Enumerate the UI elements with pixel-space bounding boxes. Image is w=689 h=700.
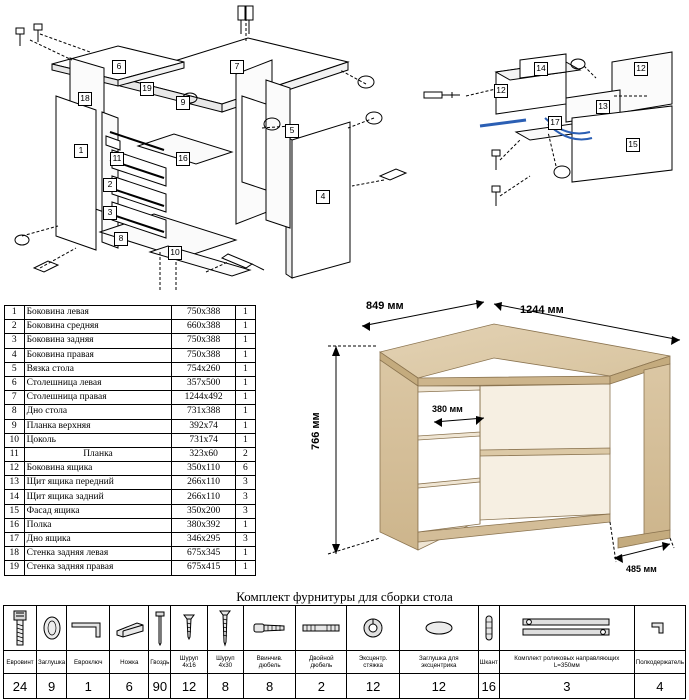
callout-6: 6	[112, 60, 126, 74]
part-no: 3	[5, 334, 25, 348]
callout-1: 1	[74, 144, 88, 158]
callout-9: 9	[176, 96, 190, 110]
exploded-view-svg	[0, 0, 689, 292]
kit-icons-row	[4, 606, 686, 651]
table-row	[5, 533, 256, 547]
part-no: 5	[5, 362, 25, 376]
callout-16: 16	[176, 152, 190, 166]
part-name: Щит ящика задний	[24, 490, 172, 504]
eccentric-tie-icon	[359, 613, 387, 643]
assembled-view-diagram	[258, 300, 686, 585]
part-qty: 3	[235, 504, 255, 518]
part-name: Боковина левая	[24, 306, 172, 320]
part-dim: 675x415	[172, 561, 235, 575]
table-row	[5, 561, 256, 575]
nail-icon	[153, 609, 167, 647]
table-row	[5, 376, 256, 390]
table-row	[5, 391, 256, 405]
part-qty: 1	[235, 561, 255, 575]
kit-item-name: Заглушка для эксцентрика	[399, 651, 478, 674]
part-name: Дно ящика	[24, 533, 172, 547]
screw-4x30-icon	[218, 608, 232, 648]
kit-item-qty: 9	[37, 674, 67, 699]
part-qty: 3	[235, 490, 255, 504]
part-name: Планка	[24, 447, 172, 461]
table-row	[5, 504, 256, 518]
part-no: 17	[5, 533, 25, 547]
part-no: 14	[5, 490, 25, 504]
part-qty: 1	[235, 362, 255, 376]
kit-item-qty: 2	[296, 674, 347, 699]
dimension-depth: 485 мм	[626, 564, 657, 574]
part-dim: 750x388	[172, 306, 235, 320]
part-dim: 731x74	[172, 433, 235, 447]
kit-cell-icon-5	[171, 606, 207, 651]
kit-item-qty: 16	[478, 674, 499, 699]
leg-icon	[111, 615, 147, 641]
kit-item-qty: 12	[347, 674, 400, 699]
kit-item-name: Полкодержатель	[634, 651, 685, 674]
part-dim: 380x392	[172, 518, 235, 532]
part-no: 7	[5, 391, 25, 405]
kit-qty-row	[4, 674, 686, 699]
table-row	[5, 462, 256, 476]
kit-cell-icon-8	[296, 606, 347, 651]
part-no: 11	[5, 447, 25, 461]
table-row	[5, 518, 256, 532]
part-qty: 1	[235, 405, 255, 419]
kit-cell-icon-3	[110, 606, 149, 651]
part-no: 6	[5, 376, 25, 390]
exploded-view-diagram	[0, 0, 689, 292]
part-qty: 1	[235, 320, 255, 334]
table-row	[5, 447, 256, 461]
kit-cell-icon-10	[399, 606, 478, 651]
kit-item-qty: 6	[110, 674, 149, 699]
part-no: 18	[5, 547, 25, 561]
part-qty: 3	[235, 533, 255, 547]
callout-5: 5	[285, 124, 299, 138]
eccentric-cap-icon	[422, 618, 456, 638]
part-dim: 750x388	[172, 334, 235, 348]
callout-18: 18	[78, 92, 92, 106]
part-qty: 1	[235, 306, 255, 320]
part-name: Боковина средняя	[24, 320, 172, 334]
dimension-width-total: 1244 мм	[520, 304, 564, 316]
part-dim: 754x260	[172, 362, 235, 376]
kit-item-qty: 4	[634, 674, 685, 699]
cap-icon	[39, 613, 65, 643]
part-dim: 266x110	[172, 476, 235, 490]
kit-cell-icon-1	[37, 606, 67, 651]
table-row	[5, 306, 256, 320]
part-name: Столешница правая	[24, 391, 172, 405]
part-no: 10	[5, 433, 25, 447]
dimension-height: 766 мм	[310, 412, 322, 450]
part-qty: 1	[235, 391, 255, 405]
kit-item-name: Комплект роликовых направляющих L=350мм	[499, 651, 634, 674]
euro-screw-icon	[5, 609, 35, 647]
part-dim: 675x345	[172, 547, 235, 561]
part-no: 16	[5, 518, 25, 532]
kit-cell-icon-7	[244, 606, 296, 651]
part-no: 8	[5, 405, 25, 419]
kit-cell-icon-6	[207, 606, 243, 651]
kit-item-qty: 90	[149, 674, 171, 699]
kit-item-name: Шкант	[478, 651, 499, 674]
slide-rails-icon	[519, 613, 615, 643]
part-qty: 6	[235, 462, 255, 476]
kit-cell-icon-4	[149, 606, 171, 651]
part-dim: 346x295	[172, 533, 235, 547]
callout-10: 10	[168, 246, 182, 260]
kit-cell-icon-9	[347, 606, 400, 651]
part-qty: 1	[235, 376, 255, 390]
callout-12-right: 12	[634, 62, 648, 76]
part-no: 13	[5, 476, 25, 490]
part-no: 1	[5, 306, 25, 320]
callout-19: 19	[140, 82, 154, 96]
part-name: Столешница левая	[24, 376, 172, 390]
part-name: Щит ящика передний	[24, 476, 172, 490]
callout-13: 13	[596, 100, 610, 114]
dimension-width-left: 849 мм	[366, 300, 404, 312]
part-name: Фасад ящика	[24, 504, 172, 518]
kit-cell-icon-12	[499, 606, 634, 651]
part-name: Боковина задняя	[24, 334, 172, 348]
part-name: Цоколь	[24, 433, 172, 447]
part-qty: 3	[235, 476, 255, 490]
part-name: Боковина ящика	[24, 462, 172, 476]
part-qty: 1	[235, 419, 255, 433]
kit-item-name: Евроключ	[67, 651, 110, 674]
kit-item-name: Гвоздь	[149, 651, 171, 674]
kit-item-qty: 12	[399, 674, 478, 699]
kit-item-name: Ввинчив. дюбель	[244, 651, 296, 674]
callout-14: 14	[534, 62, 548, 76]
callout-11: 11	[110, 152, 124, 166]
kit-cell-icon-2	[67, 606, 110, 651]
shelf-holder-icon	[647, 615, 673, 641]
table-row	[5, 490, 256, 504]
table-row	[5, 348, 256, 362]
table-row	[5, 476, 256, 490]
callout-4: 4	[316, 190, 330, 204]
part-no: 12	[5, 462, 25, 476]
kit-item-qty: 24	[4, 674, 37, 699]
part-name: Стенка задняя правая	[24, 561, 172, 575]
screw-4x16-icon	[182, 611, 196, 645]
callout-8: 8	[114, 232, 128, 246]
part-dim: 731x388	[172, 405, 235, 419]
part-no: 15	[5, 504, 25, 518]
part-name: Планка верхняя	[24, 419, 172, 433]
part-dim: 350x200	[172, 504, 235, 518]
kit-item-qty: 8	[207, 674, 243, 699]
part-qty: 2	[235, 447, 255, 461]
kit-item-qty: 1	[67, 674, 110, 699]
kit-item-qty: 12	[171, 674, 207, 699]
part-dim: 266x110	[172, 490, 235, 504]
part-name: Вязка стола	[24, 362, 172, 376]
kit-item-name: Заглушка	[37, 651, 67, 674]
callout-3: 3	[103, 206, 117, 220]
callout-17: 17	[548, 116, 562, 130]
table-row	[5, 334, 256, 348]
callout-2: 2	[103, 178, 117, 192]
dowel-icon	[482, 612, 496, 644]
part-dim: 350x110	[172, 462, 235, 476]
part-qty: 1	[235, 334, 255, 348]
kit-title: Комплект фурнитуры для сборки стола	[236, 589, 453, 604]
table-row	[5, 433, 256, 447]
part-dim: 357x500	[172, 376, 235, 390]
part-no: 19	[5, 561, 25, 575]
table-row	[5, 405, 256, 419]
dimension-depth-inner: 380 мм	[432, 404, 463, 414]
part-name: Боковина правая	[24, 348, 172, 362]
hardware-kit-table	[3, 605, 686, 699]
kit-item-qty: 8	[244, 674, 296, 699]
callout-7: 7	[230, 60, 244, 74]
kit-item-name: Эксцентр. стяжка	[347, 651, 400, 674]
double-dowel-icon	[299, 618, 343, 638]
assembled-view-svg	[258, 300, 686, 585]
parts-table	[4, 305, 256, 576]
kit-item-name: Ножка	[110, 651, 149, 674]
part-dim: 660x388	[172, 320, 235, 334]
part-dim: 392x74	[172, 419, 235, 433]
kit-item-name: Двойной дюбель	[296, 651, 347, 674]
callout-15: 15	[626, 138, 640, 152]
part-name: Полка	[24, 518, 172, 532]
part-dim: 750x388	[172, 348, 235, 362]
kit-names-row	[4, 651, 686, 674]
kit-item-qty: 3	[499, 674, 634, 699]
euro-key-icon	[68, 613, 108, 643]
part-dim: 1244x492	[172, 391, 235, 405]
part-name: Дно стола	[24, 405, 172, 419]
part-qty: 1	[235, 518, 255, 532]
part-no: 9	[5, 419, 25, 433]
table-row	[5, 419, 256, 433]
screw-in-dowel-icon	[250, 617, 290, 639]
table-row	[5, 362, 256, 376]
part-qty: 1	[235, 433, 255, 447]
kit-item-name: Шуруп 4x16	[171, 651, 207, 674]
part-name: Стенка задняя левая	[24, 547, 172, 561]
kit-item-name: Шуруп 4x30	[207, 651, 243, 674]
kit-item-name: Евровинт	[4, 651, 37, 674]
part-dim: 323x60	[172, 447, 235, 461]
kit-cell-icon-11	[478, 606, 499, 651]
table-row	[5, 320, 256, 334]
part-qty: 1	[235, 547, 255, 561]
kit-cell-icon-0	[4, 606, 37, 651]
kit-cell-icon-13	[634, 606, 685, 651]
table-row	[5, 547, 256, 561]
part-qty: 1	[235, 348, 255, 362]
callout-12-left: 12	[494, 84, 508, 98]
parts-table-body	[5, 306, 256, 576]
part-no: 2	[5, 320, 25, 334]
part-no: 4	[5, 348, 25, 362]
